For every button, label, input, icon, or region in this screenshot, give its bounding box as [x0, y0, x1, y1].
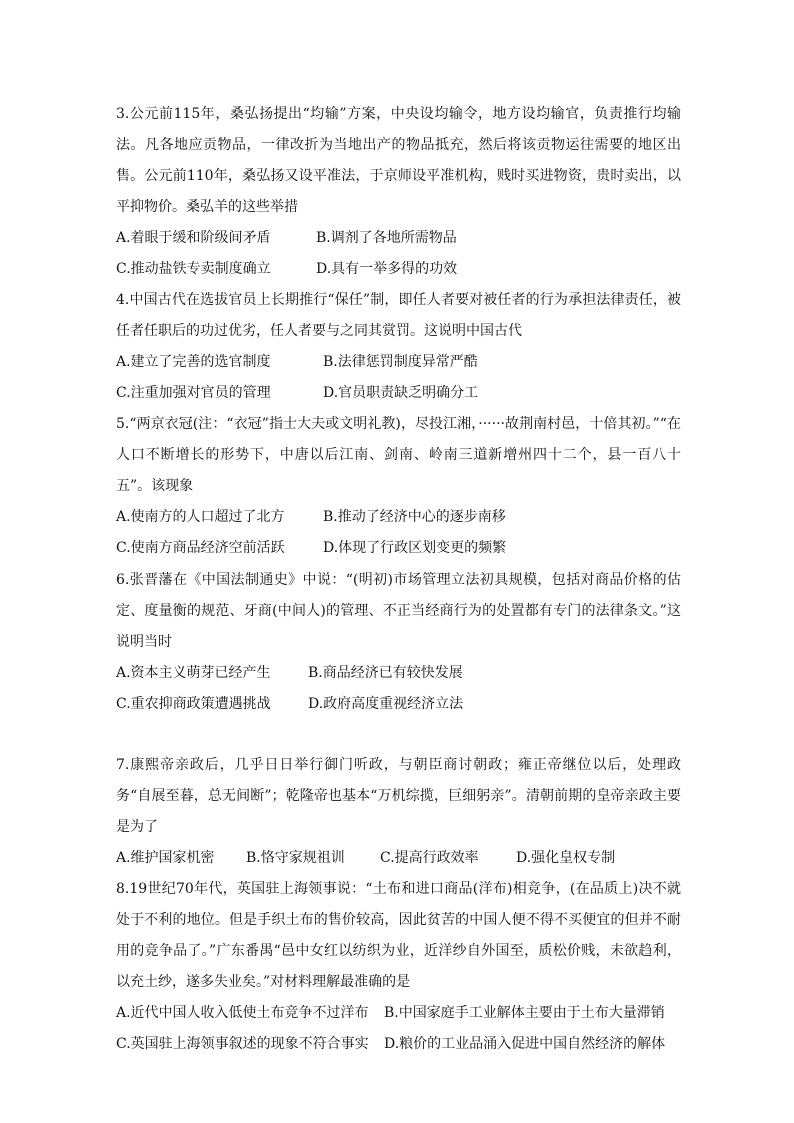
options-row [116, 658, 681, 689]
option-c: C.提高行政效率 [380, 850, 479, 866]
question-6 [116, 565, 681, 720]
option-b: B.法律惩罚制度异常严酷 [323, 354, 478, 370]
option-d: D.具有一举多得的功效 [316, 261, 458, 277]
option-c: C.重农抑商政策遭遇挑战 [116, 696, 271, 712]
question-stem: 3.公元前115年，桑弘扬提出“均输”方案，中央设均输令，地方设均输官，负责推行均输法。凡各地应贡物品，一律改折为当地出产的物品抵充，然后将该贡物运往需要的地区出售。公元前110年，桑弘扬又设平准法，于京师设平准机构，贱时买进物资，贵时卖出，以平抑物价。桑弘羊的这些举措 [116, 106, 681, 215]
option-a: A.近代中国人收入低使土布竞争不过洋布 [116, 1005, 369, 1021]
options-row [116, 378, 681, 409]
option-a: A.使南方的人口超过了北方 [116, 509, 285, 525]
options-row [116, 223, 681, 254]
option-d: D.政府高度重视经济立法 [308, 696, 464, 712]
option-c: C.使南方商品经济空前活跃 [116, 540, 285, 556]
option-c: C.注重加强对官员的管理 [116, 385, 271, 401]
option-b: B.推动了经济中心的逐步南移 [323, 509, 506, 525]
option-a: A.建立了完善的选官制度 [116, 354, 271, 370]
question-stem: 6.张晋藩在《中国法制通史》中说：“(明初)市场管理立法初具规模，包括对商品价格的估定、度量衡的规范、牙商(中间人)的管理、不正当经商行为的处置都有专门的法律条文。”这说明当时 [116, 572, 681, 650]
question-stem: 5.“两京衣冠(注：“衣冠”指士大夫或文明礼教)，尽投江湘，······故荆南村邑，十倍其初。”“在人口不断增长的形势下，中唐以后江南、剑南、岭南三道新增州四十二个，县一百八十五”。该现象 [116, 416, 681, 494]
option-d: D.粮价的工业品涌入促进中国自然经济的解体 [384, 1036, 666, 1052]
option-b: B.恪守家规祖训 [246, 850, 345, 866]
option-a: A.着眼于缓和阶级间矛盾 [116, 230, 271, 246]
option-b: B.调剂了各地所需物品 [316, 230, 457, 246]
question-stem: 4.中国古代在选拔官员上长期推行“保任”制，即任人者要对被任者的行为承担法律责任，被任者任职后的功过优劣，任人者要与之同其赏罚。这说明中国古代 [116, 292, 681, 339]
option-d: D.强化皇权专制 [516, 850, 616, 866]
options-row [116, 254, 681, 285]
option-d: D.体现了行政区划变更的频繁 [323, 540, 507, 556]
option-b: B.商品经济已有较快发展 [308, 665, 463, 681]
question-3 [116, 99, 681, 285]
question-stem: 7.康熙帝亲政后，几乎日日举行御门听政，与朝臣商讨朝政；雍正帝继位以后，处理政务“自展至暮，总无间断”；乾隆帝也基本“万机综揽，巨细躬亲”。清朝前期的皇帝亲政主要是为了 [116, 757, 681, 835]
question-5 [116, 409, 681, 564]
question-stem: 8.19世纪70年代，英国驻上海领事说：“土布和进口商品(洋布)相竞争，(在品质上)决不就处于不利的地位。但是手织土布的售价较高，因此贫苦的中国人便不得不买便宜的但并不耐用的竞争品了。”广东番禺“邑中女红以纺织为业，近洋纱自外国至，质松价贱，未欲趋利，以充土纱，遂多失业矣。”对材料理解最准确的是 [116, 881, 681, 990]
question-8 [116, 874, 681, 1060]
option-d: D.官员职责缺乏明确分工 [323, 385, 479, 401]
option-c: C.推动盐铁专卖制度确立 [116, 261, 271, 277]
options-row [116, 843, 681, 874]
question-4 [116, 285, 681, 409]
option-a: A.资本主义萌芽已经产生 [116, 665, 271, 681]
options-row [116, 689, 681, 720]
options-row [116, 998, 681, 1029]
options-row [116, 347, 681, 378]
options-row [116, 1029, 681, 1060]
options-row [116, 502, 681, 533]
option-a: A.维护国家机密 [116, 850, 215, 866]
option-c: C.英国驻上海领事叙述的现象不符合事实 [116, 1036, 369, 1052]
option-b: B.中国家庭手工业解体主要由于土布大量滞销 [384, 1005, 665, 1021]
question-7 [116, 750, 681, 874]
options-row [116, 533, 681, 564]
